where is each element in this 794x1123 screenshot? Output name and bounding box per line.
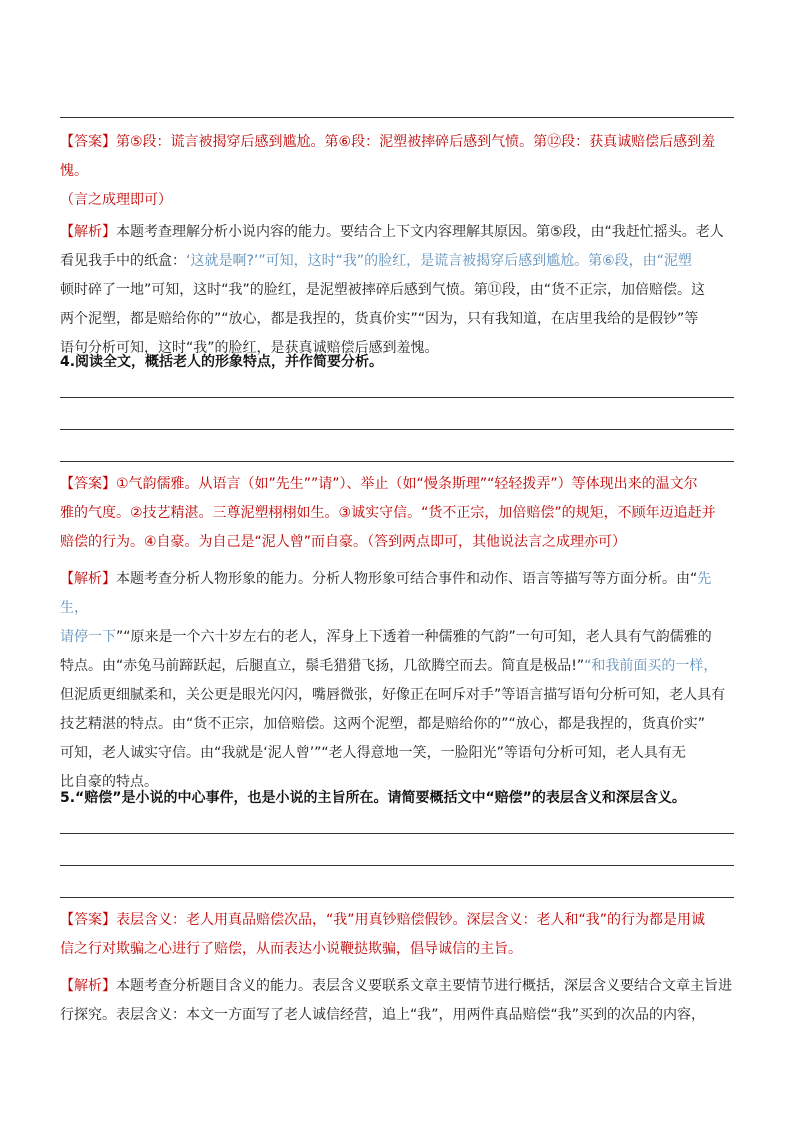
answer-text: （言之成理即可） — [60, 192, 172, 208]
analysis-line — [60, 565, 736, 623]
analysis-text: 本题考查分析人物形象的能力。分析人物形象可结合事件和动作、语言等描写等方面分析。由“ — [116, 571, 698, 587]
answer-line-5a — [60, 833, 734, 834]
answer-line — [60, 470, 736, 499]
answer-line-top — [60, 117, 734, 118]
answer-note: （答到两点即可，其他说法言之成理亦可） — [367, 534, 627, 550]
answer-text: ①气韵儒雅。从语言（如”先生””请”）、举止（如“慢条斯理”“轻轻拨弄”）等体现出来的温文尔 — [116, 476, 698, 492]
analysis-text: ”“原来是一个六十岁左右的老人，浑身上下透着一种儒雅的气韵”一句可知，老人具有气韵儒雅的 — [116, 629, 712, 645]
analysis-text: 本题考查分析题目含义的能力。表层含义要联系文章主要情节进行概括，深层含义要结合文章主旨进 — [116, 978, 732, 994]
analysis-text: 可知，老人诚实守信。由“我就是‘泥人曾’”“老人得意地一笑，一脸阳光”等语句分析可知，老人具有无 — [60, 745, 686, 761]
analysis-text: 行探究。表层含义：本文一方面写了老人诚信经营，追上“我”，用两件真品赔偿“我”买到的次品的内容， — [60, 1007, 706, 1023]
analysis-text: 顿时碎了一地”可知，这时“我”的脸红，是泥塑被摔碎后感到气愤。第⑪段，由“货不正宗，加倍赔偿。这 — [60, 282, 706, 298]
analysis-quote: 请停一下 — [60, 629, 116, 645]
answer-line-5b — [60, 865, 734, 866]
answer-text: 雅的气度。②技艺精湛。三尊泥塑栩栩如生。③诚实守信。“货不正宗，加倍赔偿”的规矩，不顾年迈追赶并 — [60, 505, 716, 521]
answer-tag: 【答案】 — [60, 912, 116, 928]
answer-line-4c — [60, 461, 734, 462]
answer-line — [60, 528, 736, 557]
answer-text: 赔偿的行为。④自豪。为自己是“泥人曾”而自豪。 — [60, 534, 368, 550]
analysis-line — [60, 652, 736, 681]
analysis-text: 两个泥塑，都是赔给你的”“放心，都是我捏的，货真价实”“因为，只有我知道，在店里我给的是假钞”等 — [60, 311, 699, 327]
analysis-block-3 — [60, 218, 736, 363]
analysis-text: 看见我手中的纸盒： — [60, 253, 186, 269]
answer-line — [60, 906, 736, 935]
analysis-line — [60, 623, 736, 652]
question-4: 4.阅读全文，概括老人的形象特点，并作简要分析。 — [60, 354, 384, 370]
answer-line-4a — [60, 397, 734, 398]
analysis-quote: 先生， — [60, 571, 712, 616]
answer-tag: 【答案】 — [60, 134, 116, 150]
analysis-line — [60, 218, 736, 247]
answer-text: 表层含义：老人用真品赔偿次品，“我”用真钞赔偿假钞。深层含义：老人和“我”的行为都是用诚 — [116, 912, 706, 928]
answer-block-4 — [60, 470, 736, 557]
answer-text: 信之行对欺骗之心进行了赔偿，从而表达小说鞭挞欺骗，倡导诚信的主旨。 — [60, 941, 522, 957]
analysis-line — [60, 972, 736, 1001]
analysis-tag: 【解析】 — [60, 571, 116, 587]
answer-block-5 — [60, 906, 736, 964]
analysis-text: 特点。由“赤兔马前蹄跃起，后腿直立，鬃毛猎猎飞扬，几欲腾空而去。简直是极品!” — [60, 658, 585, 674]
question-5: 5.“赔偿”是小说的中心事件，也是小说的主旨所在。请简要概括文中“赔偿”的表层含义和深层含义。 — [60, 790, 686, 806]
analysis-tag: 【解析】 — [60, 978, 116, 994]
answer-text: 第⑤段：谎言被揭穿后感到尴尬。第⑥段：泥塑被摔碎后感到气愤。第⑫段：获真诚赔偿后感到羞愧。 — [60, 134, 716, 179]
analysis-quote: ‘这就是啊?’”可知，这时“我”的脸红，是谎言被揭穿后感到尴尬。第⑥段，由“泥塑 — [186, 253, 692, 269]
analysis-tag: 【解析】 — [60, 224, 116, 240]
analysis-text: 本题考查理解分析小说内容的能力。要结合上下文内容理解其原因。第⑤段，由“我赶忙摇头。老人 — [116, 224, 724, 240]
analysis-block-4 — [60, 565, 736, 797]
answer-line-4b — [60, 429, 734, 430]
answer-line-1 — [60, 128, 736, 186]
analysis-text: 比自豪的特点。 — [60, 774, 158, 790]
analysis-line — [60, 247, 736, 276]
answer-tag: 【答案】 — [60, 476, 116, 492]
analysis-text: 但泥质更细腻柔和，关公更是眼光闪闪，嘴唇微张，好像正在呵斥对手”等语言描写语句分析可知，老人具有 — [60, 687, 726, 703]
analysis-block-5 — [60, 972, 736, 1030]
analysis-text: 技艺精湛的特点。由“货不正宗，加倍赔偿。这两个泥塑，都是赔给你的”“放心，都是我捏的，货真价实” — [60, 716, 706, 732]
analysis-text: 语句分析可知，这时“我”的脸红，是获真诚赔偿后感到羞愧。 — [60, 340, 439, 356]
answer-block-3 — [60, 128, 736, 215]
analysis-quote: “和我前面买的一样， — [584, 658, 718, 674]
answer-line-5c — [60, 897, 734, 898]
